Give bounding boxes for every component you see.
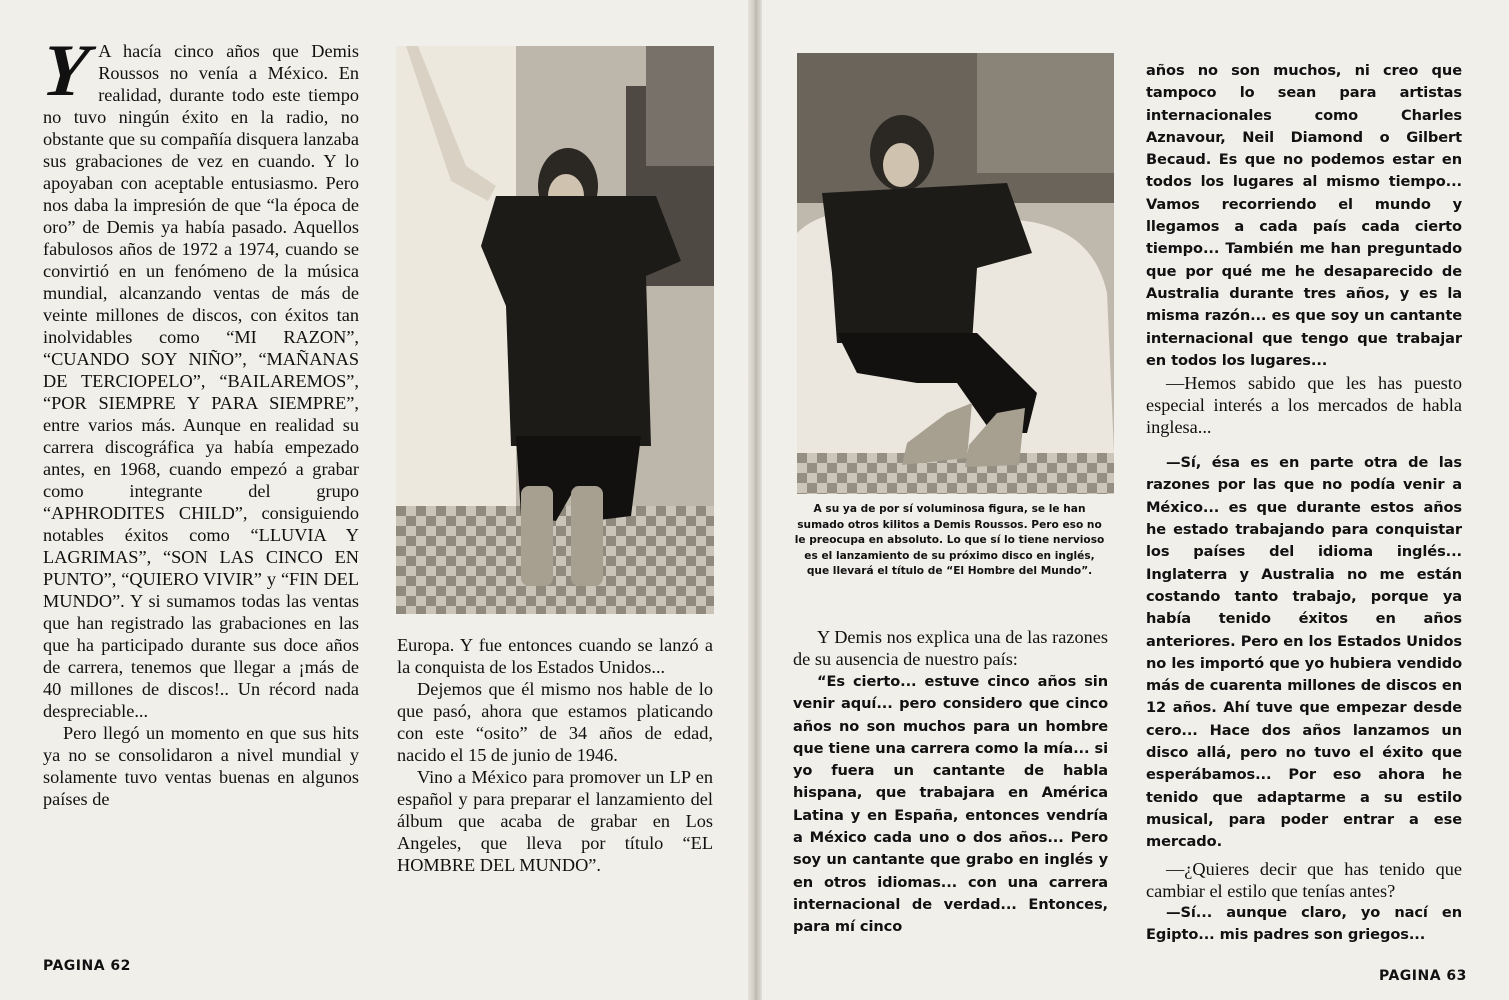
article-column-3	[793, 626, 1108, 939]
photo-caption: A su ya de por sí voluminosa figura, se le han sumado otros kilitos a Demis Roussos. Pero eso no le preocupa en absoluto. Lo que sí lo tiene nervioso es el lanzamiento de su próximo disco en inglés, que llevará el título de “El Hombre del Mundo”.	[794, 503, 1105, 578]
article-column-1	[38, 30, 359, 810]
page-number-right: PAGINA 63	[1379, 968, 1467, 984]
answer-paragraph: años no son muchos, ni creo que tampoco lo sean para artistas internacionales como Charles Aznavour, Neil Diamond o Gilbert Becaud. Es que no podemos estar en todos los lugares al mismo tiempo... Vamos recorriendo el mundo y llegamos a cada país cada cierto tiempo... También me han preguntado que por qué me he desaparecido de Australia durante tres años, y es la misma razón... es que soy un cantante internacional que tengo que trabajar en todos los lugares...	[1146, 62, 1462, 369]
article-paragraph: Vino a México para promover un LP en español y para preparar el lanzamiento del álbum que acaba de grabar en Los Angeles, que lleva por título “EL HOMBRE DEL MUNDO”.	[397, 767, 713, 875]
article-paragraph: Pero llegó un momento en que sus hits ya no se consolidaron a nivel mundial y solamente tuvo ventas buenas en algunos países de	[43, 723, 359, 809]
answer-paragraph: —Sí, ésa es en parte otra de las razones por las que no podía venir a México... es que durante estos años he estado trabajando para conquistar los países del idioma inglés... Inglaterra y Australia no me están costando tanto trabajo, porque ya había tenido éxitos en años anteriores. Pero en los Estados Unidos no les importó que yo hubiera vendido más de cuarenta millones de discos en 12 años. Ahí tuve que empezar desde cero... Hace dos años lanzamos un disco allá, pero no tuvo el éxito que esperábamos... Por eso ahora he tenido que adaptarme a su estilo musical, para poder entrar a ese mercado.	[1146, 454, 1462, 851]
article-paragraph: A hacía cinco años que Demis Roussos no venía a México. En realidad, durante todo este tiempo no tuvo ningún éxito en la radio, no obstante que su compañía disquera lanzaba sus grabaciones de vez en cuando. Y lo apoyaban con aceptable entusiasmo. Pero nos daba la impresión de que “la época de oro” de Demis ya había pasado. Aquellos fabulosos años de 1972 a 1974, cuando se convirtió en un fenómeno de la música mundial, alcanzando ventas de más de veinte millones de discos, con éxitos tan inolvidables como “MI RAZON”, “CUANDO SOY NIÑO”, “MAÑANAS DE TERCIOPELO”, “BAILAREMOS”, “POR SIEMPRE Y PARA SIEMPRE”, entre varios más. Aunque en realidad su carrera discográfica ya había empezado antes, en 1968, cuando empezó a grabar como integrante del grupo “APHRODITES CHILD”, consiguiendo notables éxitos como “LLUVIA Y LAGRIMAS”, “SON LAS CINCO EN PUNTO”, “QUIERO VIVIR” y “FIN DEL MUNDO”. Y si sumamos todas las ventas que han registrado las grabaciones en las que ha participado durante sus doce años de carrera, tenemos que llegar a ¡más de 40 millones de discos!.. Un récord nada despreciable...	[43, 41, 359, 721]
article-paragraph: Europa. Y fue entonces cuando se lanzó a la conquista de los Estados Unidos...	[397, 635, 713, 677]
quote-paragraph: “Es cierto... estuve cinco años sin venir aquí... pero considero que cinco años no son muchos para un hombre que tiene una carrera como la mía... si yo fuera un cantante de habla hispana, que trabajara en América Latina y en España, entonces vendría a México cada uno o dos años... Pero soy un cantante que grabo en inglés y en otros idiomas... con una carrera internacional de verdad... Entonces, para mí cinco	[793, 673, 1108, 936]
article-column-4	[1146, 60, 1462, 946]
answer-paragraph: —Sí... aunque claro, yo nací en Egipto... mis padres son griegos...	[1146, 903, 1462, 943]
page-number-left: PAGINA 62	[43, 958, 131, 974]
question-paragraph: —¿Quieres decir que has tenido que cambiar el estilo que tenías antes?	[1146, 858, 1462, 901]
photo-seated-singer	[797, 53, 1114, 494]
article-paragraph: Y Demis nos explica una de las razones de su ausencia de nuestro país:	[793, 627, 1108, 669]
article-paragraph: Dejemos que él mismo nos hable de lo que pasó, ahora que estamos platicando con este “osito” de 34 años de edad, nacido el 15 de junio de 1946.	[397, 679, 713, 765]
photo-standing-singer	[396, 46, 714, 614]
article-column-2	[397, 634, 713, 876]
question-paragraph: —Hemos sabido que les has puesto especial interés a los mercados de habla inglesa...	[1146, 373, 1462, 438]
page-gutter	[748, 0, 762, 1000]
drop-cap: Y	[38, 30, 93, 112]
